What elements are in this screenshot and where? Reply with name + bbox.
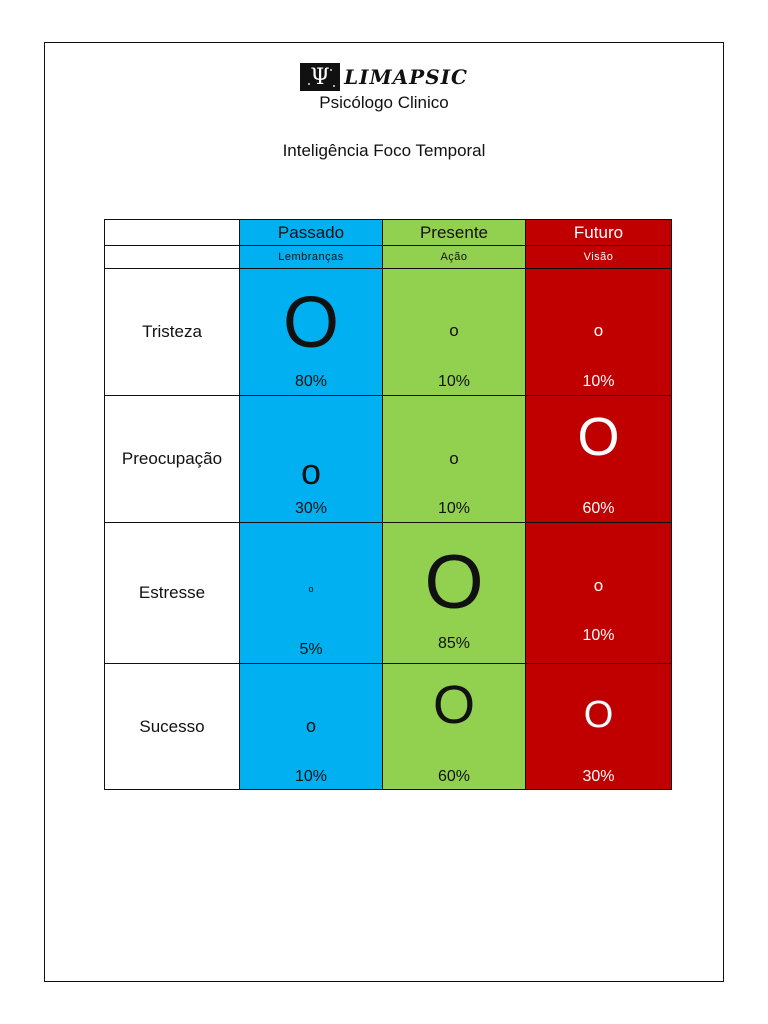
column-subheader-past: Lembranças bbox=[240, 246, 383, 269]
circle-mark: o bbox=[300, 451, 322, 492]
psi-logo-icon bbox=[300, 63, 340, 91]
percentage-value: 60% bbox=[582, 500, 615, 517]
table-cell bbox=[383, 269, 526, 396]
subheader-row bbox=[105, 246, 672, 269]
document-page bbox=[44, 42, 724, 982]
percentage-value: 10% bbox=[437, 500, 471, 517]
circle-mark: o bbox=[308, 584, 314, 594]
table-cell bbox=[526, 664, 672, 790]
circle-mark: O bbox=[282, 283, 339, 363]
circle-mark: o bbox=[593, 321, 604, 340]
table-row bbox=[105, 396, 672, 523]
table-row bbox=[105, 269, 672, 396]
percentage-value: 85% bbox=[437, 635, 471, 652]
focus-table bbox=[104, 219, 672, 790]
percentage-value: 10% bbox=[582, 373, 615, 390]
row-label: Tristeza bbox=[105, 269, 240, 396]
table-cell bbox=[526, 396, 672, 523]
row-label: Preocupação bbox=[105, 396, 240, 523]
table-cell bbox=[240, 523, 383, 664]
percentage-value: 10% bbox=[582, 627, 615, 644]
percentage-value: 10% bbox=[294, 768, 328, 785]
table-cell bbox=[383, 664, 526, 790]
header-row bbox=[105, 220, 672, 246]
circle-mark: O bbox=[432, 675, 475, 735]
brand-name: LIMAPSIC bbox=[344, 65, 468, 89]
percentage-value: 30% bbox=[294, 500, 328, 517]
logo-header bbox=[45, 61, 723, 93]
column-subheader-future: Visão bbox=[526, 246, 672, 269]
table-cell bbox=[240, 396, 383, 523]
corner-cell-sub bbox=[105, 246, 240, 269]
table-row bbox=[105, 664, 672, 790]
circle-mark: o bbox=[593, 576, 604, 595]
table-cell bbox=[240, 664, 383, 790]
table-row bbox=[105, 523, 672, 664]
circle-mark: o bbox=[449, 321, 459, 340]
table-cell bbox=[526, 269, 672, 396]
column-header-past: Passado bbox=[240, 220, 383, 246]
column-header-present: Presente bbox=[383, 220, 526, 246]
circle-mark: O bbox=[583, 694, 614, 736]
subtitle: Psicólogo Clinico bbox=[319, 93, 449, 112]
corner-cell bbox=[105, 220, 240, 246]
column-subheader-present: Ação bbox=[383, 246, 526, 269]
row-label: Sucesso bbox=[105, 664, 240, 790]
percentage-value: 30% bbox=[582, 768, 615, 785]
circle-mark: O bbox=[577, 407, 620, 467]
table-cell bbox=[383, 396, 526, 523]
percentage-value: 10% bbox=[437, 373, 471, 390]
row-label: Estresse bbox=[105, 523, 240, 664]
circle-mark: o bbox=[449, 449, 459, 468]
circle-mark: o bbox=[305, 716, 316, 736]
table-cell bbox=[383, 523, 526, 664]
table-cell bbox=[240, 269, 383, 396]
percentage-value: 60% bbox=[437, 768, 471, 785]
table-cell bbox=[526, 523, 672, 664]
logo-symbol: Ψ bbox=[310, 64, 330, 90]
percentage-value: 80% bbox=[294, 373, 328, 390]
percentage-value: 5% bbox=[299, 641, 323, 658]
document-title: Inteligência Foco Temporal bbox=[282, 141, 486, 160]
circle-mark: O bbox=[424, 540, 484, 625]
column-header-future: Futuro bbox=[526, 220, 672, 246]
